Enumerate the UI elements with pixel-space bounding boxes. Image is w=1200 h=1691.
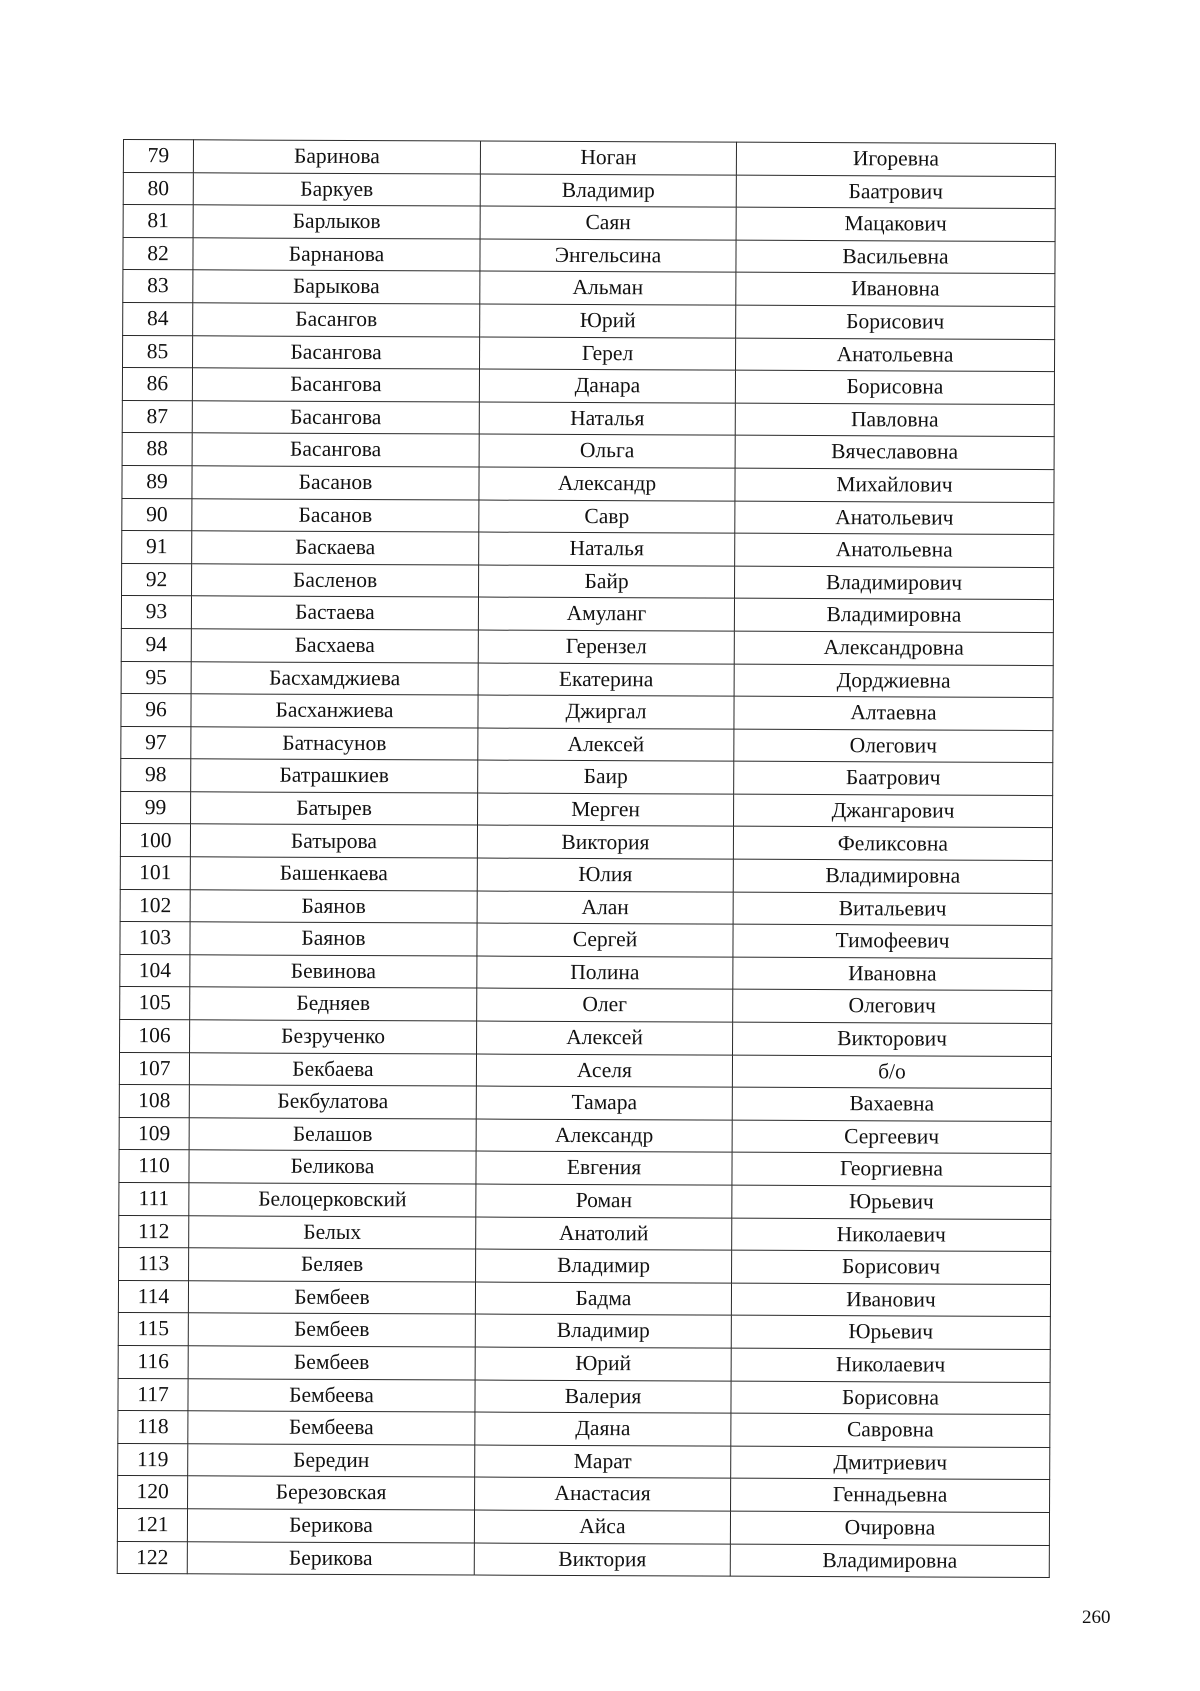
last-name-cell: Башенкаева	[190, 857, 477, 891]
row-number-cell: 118	[118, 1411, 188, 1444]
first-name-cell: Олег	[477, 988, 733, 1022]
first-name-cell: Энгельсина	[480, 239, 736, 273]
table-row	[121, 661, 1053, 698]
row-number-cell: 113	[119, 1248, 189, 1281]
table-row	[118, 1443, 1050, 1480]
last-name-cell: Басханжиева	[191, 694, 478, 728]
last-name-cell: Бедняев	[190, 987, 477, 1021]
patronymic-cell: Олегович	[734, 729, 1053, 763]
row-number-cell: 87	[122, 400, 192, 433]
first-name-cell: Айса	[474, 1510, 730, 1544]
row-number-cell: 104	[120, 954, 190, 987]
table-row	[123, 270, 1055, 307]
row-number-cell: 90	[122, 498, 192, 531]
patronymic-cell: Михайлович	[735, 468, 1054, 502]
last-name-cell: Березовская	[188, 1476, 475, 1510]
first-name-cell: Саян	[480, 206, 736, 240]
last-name-cell: Басхаева	[191, 629, 478, 663]
last-name-cell: Белашов	[189, 1118, 476, 1152]
patronymic-cell: Игоревна	[736, 142, 1055, 176]
last-name-cell: Берeдин	[188, 1444, 475, 1478]
table-row	[120, 824, 1052, 861]
last-name-cell: Безрученко	[190, 1020, 477, 1054]
row-number-cell: 96	[121, 694, 191, 727]
last-name-cell: Басангова	[193, 335, 480, 369]
patronymic-cell: Витальевич	[733, 892, 1052, 926]
last-name-cell: Бембеев	[188, 1346, 475, 1380]
patronymic-cell: Павловна	[735, 403, 1054, 437]
row-number-cell: 114	[118, 1280, 188, 1313]
patronymic-cell: Дорджиевна	[734, 664, 1053, 698]
row-number-cell: 100	[120, 824, 190, 857]
table-row	[121, 694, 1053, 731]
last-name-cell: Батырова	[190, 824, 477, 858]
last-name-cell: Белых	[189, 1215, 476, 1249]
first-name-cell: Ольга	[479, 434, 735, 468]
table-row	[120, 889, 1052, 926]
first-name-cell: Данара	[479, 369, 735, 403]
table-row	[119, 1150, 1051, 1187]
first-name-cell: Даяна	[475, 1412, 731, 1446]
table-row	[119, 1215, 1051, 1252]
first-name-cell: Мерген	[478, 793, 734, 827]
last-name-cell: Басангов	[193, 303, 480, 337]
first-name-cell: Амуланг	[478, 597, 734, 631]
table-row	[123, 302, 1055, 339]
patronymic-cell: Савровна	[731, 1413, 1050, 1447]
patronymic-cell: Баатрович	[736, 175, 1055, 209]
row-number-cell: 93	[121, 596, 191, 629]
table-row	[122, 433, 1054, 470]
table-row	[120, 922, 1052, 959]
last-name-cell: Барыкова	[193, 270, 480, 304]
table-row	[118, 1280, 1050, 1317]
row-number-cell: 86	[122, 368, 192, 401]
first-name-cell: Юлия	[477, 858, 733, 892]
patronymic-cell: Николаевич	[731, 1348, 1050, 1382]
table-row	[120, 1020, 1052, 1057]
patronymic-cell: Алтаевна	[734, 696, 1053, 730]
last-name-cell: Бембеев	[188, 1281, 475, 1315]
last-name-cell: Берикова	[187, 1509, 474, 1543]
table-row	[118, 1345, 1050, 1382]
row-number-cell: 97	[121, 726, 191, 759]
table-row	[123, 140, 1055, 177]
table-row	[123, 205, 1055, 242]
patronymic-cell: б/о	[732, 1055, 1051, 1089]
first-name-cell: Полина	[477, 956, 733, 990]
table-row	[120, 857, 1052, 894]
row-number-cell: 119	[118, 1443, 188, 1476]
row-number-cell: 79	[123, 140, 193, 173]
first-name-cell: Виктория	[474, 1543, 730, 1577]
patronymic-cell: Анатольевна	[735, 533, 1054, 567]
table-body	[117, 140, 1055, 1578]
row-number-cell: 92	[122, 563, 192, 596]
table-row	[117, 1541, 1049, 1578]
last-name-cell: Беликова	[189, 1150, 476, 1184]
patronymic-cell: Васильевна	[736, 240, 1055, 274]
last-name-cell: Бембеев	[188, 1313, 475, 1347]
last-name-cell: Баянов	[190, 922, 477, 956]
last-name-cell: Баринова	[193, 140, 480, 174]
table-row	[121, 628, 1053, 665]
row-number-cell: 109	[119, 1117, 189, 1150]
last-name-cell: Барлыков	[193, 205, 480, 239]
patronymic-cell: Александровна	[734, 631, 1053, 665]
patronymic-cell: Мацакович	[736, 207, 1055, 241]
last-name-cell: Берикова	[187, 1541, 474, 1575]
first-name-cell: Владимир	[476, 1249, 732, 1283]
table-row	[118, 1476, 1050, 1513]
table-row	[121, 791, 1053, 828]
first-name-cell: Владимир	[480, 174, 736, 208]
first-name-cell: Юрий	[475, 1347, 731, 1381]
row-number-cell: 115	[118, 1313, 188, 1346]
row-number-cell: 107	[119, 1052, 189, 1085]
first-name-cell: Джиргал	[478, 695, 734, 729]
table-row	[120, 987, 1052, 1024]
first-name-cell: Виктория	[477, 826, 733, 860]
table-row	[119, 1117, 1051, 1154]
last-name-cell: Баянов	[190, 889, 477, 923]
table-row	[122, 400, 1054, 437]
last-name-cell: Баскаева	[192, 531, 479, 565]
patronymic-cell: Борисович	[732, 1250, 1051, 1284]
last-name-cell: Басангова	[192, 433, 479, 467]
patronymic-cell: Тимофеевич	[733, 924, 1052, 958]
row-number-cell: 112	[119, 1215, 189, 1248]
patronymic-cell: Борисович	[736, 305, 1055, 339]
row-number-cell: 117	[118, 1378, 188, 1411]
first-name-cell: Тамара	[476, 1086, 732, 1120]
first-name-cell: Алексей	[477, 1021, 733, 1055]
patronymic-cell: Вячеславовна	[735, 436, 1054, 470]
last-name-cell: Батырев	[191, 792, 478, 826]
first-name-cell: Юрий	[480, 304, 736, 338]
patronymic-cell: Вахаевна	[732, 1087, 1051, 1121]
first-name-cell: Алан	[477, 891, 733, 925]
row-number-cell: 81	[123, 205, 193, 238]
first-name-cell: Герензел	[478, 630, 734, 664]
first-name-cell: Анатолий	[476, 1217, 732, 1251]
patronymic-cell: Владимирович	[735, 566, 1054, 600]
last-name-cell: Бембеева	[188, 1411, 475, 1445]
first-name-cell: Анастасия	[475, 1477, 731, 1511]
patronymic-cell: Очировна	[730, 1511, 1049, 1545]
first-name-cell: Роман	[476, 1184, 732, 1218]
last-name-cell: Батрашкиев	[191, 759, 478, 793]
first-name-cell: Савр	[479, 500, 735, 534]
row-number-cell: 101	[120, 857, 190, 890]
row-number-cell: 103	[120, 922, 190, 955]
last-name-cell: Басхамджиева	[191, 661, 478, 695]
first-name-cell: Александр	[479, 467, 735, 501]
patronymic-cell: Юрьевич	[732, 1185, 1051, 1219]
patronymic-cell: Геннадьевна	[731, 1479, 1050, 1513]
patronymic-cell: Юрьевич	[731, 1316, 1050, 1350]
first-name-cell: Александр	[476, 1119, 732, 1153]
last-name-cell: Басангова	[192, 368, 479, 402]
patronymic-cell: Ивановна	[733, 957, 1052, 991]
table-row	[117, 1508, 1049, 1545]
first-name-cell: Марат	[475, 1445, 731, 1479]
patronymic-cell: Ивановна	[736, 273, 1055, 307]
row-number-cell: 120	[118, 1476, 188, 1509]
row-number-cell: 91	[122, 531, 192, 564]
table-row	[122, 465, 1054, 502]
patronymic-cell: Дмитриевич	[731, 1446, 1050, 1480]
row-number-cell: 99	[121, 791, 191, 824]
patronymic-cell: Анатольевна	[735, 338, 1054, 372]
row-number-cell: 102	[120, 889, 190, 922]
patronymic-cell: Борисовна	[731, 1381, 1050, 1415]
table-row	[120, 954, 1052, 991]
row-number-cell: 116	[118, 1345, 188, 1378]
first-name-cell: Екатерина	[478, 663, 734, 697]
first-name-cell: Наталья	[479, 532, 735, 566]
last-name-cell: Барнанова	[193, 238, 480, 272]
first-name-cell: Валерия	[475, 1380, 731, 1414]
row-number-cell: 80	[123, 172, 193, 205]
last-name-cell: Басанов	[192, 498, 479, 532]
patronymic-cell: Николаевич	[732, 1218, 1051, 1252]
row-number-cell: 89	[122, 465, 192, 498]
row-number-cell: 85	[123, 335, 193, 368]
row-number-cell: 122	[117, 1541, 187, 1574]
patronymic-cell: Баатрович	[734, 761, 1053, 795]
row-number-cell: 82	[123, 237, 193, 270]
last-name-cell: Бекбулатова	[189, 1085, 476, 1119]
table-row	[122, 531, 1054, 568]
row-number-cell: 106	[120, 1020, 190, 1053]
last-name-cell: Батнасунов	[191, 726, 478, 760]
last-name-cell: Бембеева	[188, 1378, 475, 1412]
table-row	[119, 1182, 1051, 1219]
patronymic-cell: Джангарович	[734, 794, 1053, 828]
row-number-cell: 98	[121, 759, 191, 792]
first-name-cell: Алексей	[478, 728, 734, 762]
first-name-cell: Герел	[479, 337, 735, 371]
table-row	[123, 237, 1055, 274]
patronymic-cell: Владимировна	[730, 1544, 1049, 1578]
last-name-cell: Басленов	[192, 564, 479, 598]
first-name-cell: Владимир	[475, 1314, 731, 1348]
table-row	[122, 563, 1054, 600]
row-number-cell: 121	[117, 1508, 187, 1541]
row-number-cell: 110	[119, 1150, 189, 1183]
patronymic-cell: Георгиевна	[732, 1153, 1051, 1187]
row-number-cell: 95	[121, 661, 191, 694]
patronymic-cell: Викторович	[733, 1022, 1052, 1056]
table-row	[118, 1378, 1050, 1415]
table-row	[122, 368, 1054, 405]
last-name-cell: Басанов	[192, 466, 479, 500]
patronymic-cell: Иванович	[731, 1283, 1050, 1317]
first-name-cell: Бадма	[475, 1282, 731, 1316]
last-name-cell: Баркуев	[193, 172, 480, 206]
last-name-cell: Беляев	[189, 1248, 476, 1282]
row-number-cell: 88	[122, 433, 192, 466]
table-row	[121, 759, 1053, 796]
first-name-cell: Сергей	[477, 923, 733, 957]
first-name-cell: Евгения	[476, 1151, 732, 1185]
last-name-cell: Басангова	[192, 401, 479, 435]
row-number-cell: 84	[123, 302, 193, 335]
row-number-cell: 83	[123, 270, 193, 303]
patronymic-cell: Сергеевич	[732, 1120, 1051, 1154]
name-list-table	[117, 139, 1056, 1578]
row-number-cell: 108	[119, 1085, 189, 1118]
row-number-cell: 111	[119, 1182, 189, 1215]
table-row	[118, 1411, 1050, 1448]
patronymic-cell: Борисовна	[735, 370, 1054, 404]
last-name-cell: Белоцерковский	[189, 1183, 476, 1217]
patronymic-cell: Анатольевич	[735, 501, 1054, 535]
last-name-cell: Бевинова	[190, 955, 477, 989]
table-row	[118, 1313, 1050, 1350]
first-name-cell: Байр	[479, 565, 735, 599]
first-name-cell: Альман	[480, 271, 736, 305]
patronymic-cell: Олегович	[733, 990, 1052, 1024]
patronymic-cell: Владимировна	[734, 598, 1053, 632]
table-row	[119, 1248, 1051, 1285]
patronymic-cell: Владимировна	[733, 859, 1052, 893]
first-name-cell: Аселя	[476, 1054, 732, 1088]
first-name-cell: Баир	[478, 760, 734, 794]
table-row	[121, 596, 1053, 633]
table-row	[121, 726, 1053, 763]
table-row	[122, 498, 1054, 535]
first-name-cell: Ноган	[480, 141, 736, 175]
row-number-cell: 105	[120, 987, 190, 1020]
table-row	[119, 1052, 1051, 1089]
table-row	[123, 335, 1055, 372]
page-number: 260	[1082, 1607, 1111, 1628]
row-number-cell: 94	[121, 628, 191, 661]
patronymic-cell: Феликсовна	[733, 827, 1052, 861]
last-name-cell: Бекбаева	[189, 1052, 476, 1086]
table-row	[119, 1085, 1051, 1122]
last-name-cell: Бастаева	[191, 596, 478, 630]
table-row	[123, 172, 1055, 209]
first-name-cell: Наталья	[479, 402, 735, 436]
